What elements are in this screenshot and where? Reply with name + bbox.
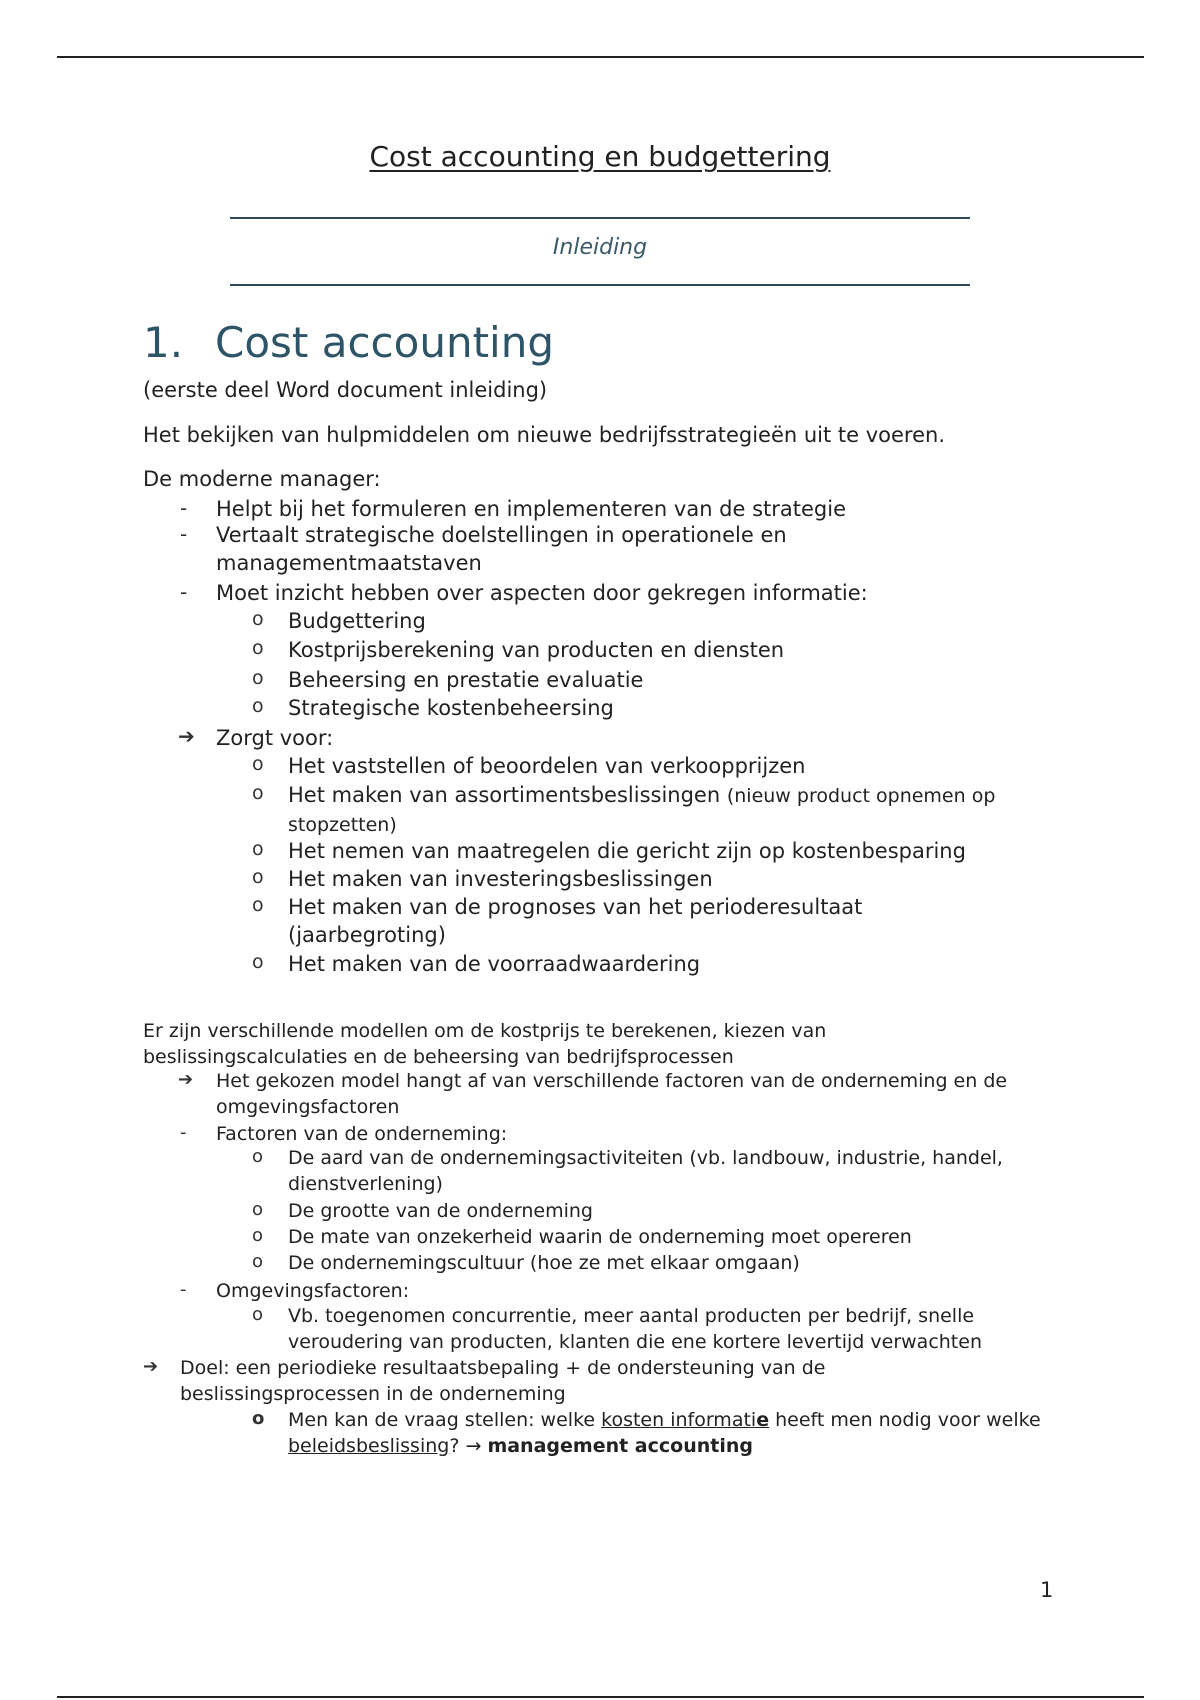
circle-bullet-icon: o (252, 1251, 264, 1272)
list-item: Kostprijsberekening van producten en diensten (288, 638, 785, 662)
list-item: Vertaalt strategische doelstellingen in operationele en managementmaatstaven (216, 523, 787, 575)
list-item: Vb. toegenomen concurrentie, meer aantal producten per bedrijf, snelle veroudering van producten, klanten die ene kortere levertijd verwachten (288, 1305, 982, 1353)
circle-bullet-icon: o (252, 951, 264, 973)
footer-rule (57, 1696, 1144, 1698)
circle-bullet-icon: o (252, 838, 264, 860)
manager-label: De moderne manager: (143, 467, 381, 491)
circle-bullet-icon: o (252, 1408, 265, 1429)
arrow-bullet-icon: ➔ (143, 1356, 159, 1377)
list-item: Beheersing en prestatie evaluatie (288, 668, 644, 692)
arrow-bullet-icon: ➔ (178, 724, 195, 748)
question-prefix: Men kan de vraag stellen: welke (288, 1409, 602, 1431)
dash-bullet-icon: - (180, 580, 188, 604)
question-text (288, 1407, 1058, 1459)
subtitle: Inleiding (552, 235, 648, 260)
intro-paragraph: Het bekijken van hulpmiddelen om nieuwe bedrijfsstrategieën uit te voeren. (143, 423, 946, 447)
dash-bullet-icon: - (180, 1122, 187, 1143)
list-item: Budgettering (288, 609, 426, 633)
factors-label: Factoren van de onderneming: (216, 1123, 508, 1145)
section-heading (143, 318, 554, 367)
subtitle-rule-top (230, 217, 970, 219)
circle-bullet-icon: o (252, 1199, 264, 1220)
list-item: Het maken van investeringsbeslissingen (288, 867, 713, 891)
circle-bullet-icon: o (252, 866, 264, 888)
models-paragraph: Er zijn verschillende modellen om de kostprijs te berekenen, kiezen van beslissingscalculaties en de beheersing van bedrijfsprocessen (143, 1020, 827, 1068)
question-link-beleidsbeslissing: beleidsbeslissing (288, 1435, 450, 1457)
list-item: Het nemen van maatregelen die gericht zijn op kostenbesparing (288, 839, 966, 863)
header-rule (57, 56, 1144, 58)
circle-bullet-icon: o (252, 695, 264, 717)
zorgt-label: Zorgt voor: (216, 726, 334, 750)
subtitle-rule-bottom (230, 284, 970, 286)
section-title: Cost accounting (215, 318, 554, 367)
circle-bullet-icon: o (252, 1146, 264, 1167)
question-link-kosten-informatie (601, 1409, 769, 1431)
document-title: Cost accounting en budgettering (369, 140, 831, 173)
question-link1-text: kosten informati (601, 1409, 757, 1431)
circle-bullet-icon: o (252, 753, 264, 775)
list-item: Moet inzicht hebben over aspecten door gekregen informatie: (216, 581, 868, 605)
circle-bullet-icon: o (252, 894, 264, 916)
circle-bullet-icon: o (252, 782, 264, 804)
circle-bullet-icon: o (252, 1304, 264, 1325)
circle-bullet-icon: o (252, 637, 264, 659)
question-link1-bold: e (756, 1409, 770, 1431)
arrow-bullet-icon: ➔ (178, 1069, 194, 1090)
question-suffix: ? → (449, 1435, 488, 1457)
question-bold-end: management accounting (487, 1435, 753, 1457)
list-item: De aard van de ondernemingsactiviteiten (vb. landbouw, industrie, handel, dienstverlening) (288, 1147, 1003, 1195)
env-label: Omgevingsfactoren: (216, 1280, 410, 1302)
section-number: 1. (143, 318, 184, 367)
list-item-text: Het maken van assortimentsbeslissingen (288, 783, 721, 807)
list-item: Het vaststellen of beoordelen van verkoopprijzen (288, 754, 806, 778)
list-item: De mate van onzekerheid waarin de onderneming moet opereren (288, 1226, 912, 1248)
list-item: Het gekozen model hangt af van verschillende factoren van de onderneming en de omgevingsfactoren (216, 1070, 1008, 1118)
circle-bullet-icon: o (252, 608, 264, 630)
circle-bullet-icon: o (252, 667, 264, 689)
circle-bullet-icon: o (252, 1225, 264, 1246)
list-item: Strategische kostenbeheersing (288, 696, 614, 720)
dash-bullet-icon: - (180, 496, 188, 520)
list-item: Helpt bij het formuleren en implementeren van de strategie (216, 497, 847, 521)
goal-text: Doel: een periodieke resultaatsbepaling + de ondersteuning van de beslissingsprocessen in de onderneming (180, 1357, 826, 1405)
list-item: Het maken van de voorraadwaardering (288, 952, 701, 976)
list-item (288, 781, 1068, 839)
list-item: De ondernemingscultuur (hoe ze met elkaar omgaan) (288, 1252, 800, 1274)
question-middle: heeft men nodig voor welke (769, 1409, 1041, 1431)
list-item: De grootte van de onderneming (288, 1200, 593, 1222)
page-number: 1 (1040, 1578, 1054, 1602)
dash-bullet-icon: - (180, 1279, 187, 1300)
section-note: (eerste deel Word document inleiding) (143, 378, 548, 402)
list-item-note: (nieuw product opnemen op stopzetten) (288, 785, 996, 836)
dash-bullet-icon: - (180, 522, 188, 546)
list-item: Het maken van de prognoses van het perioderesultaat (jaarbegroting) (288, 895, 863, 947)
